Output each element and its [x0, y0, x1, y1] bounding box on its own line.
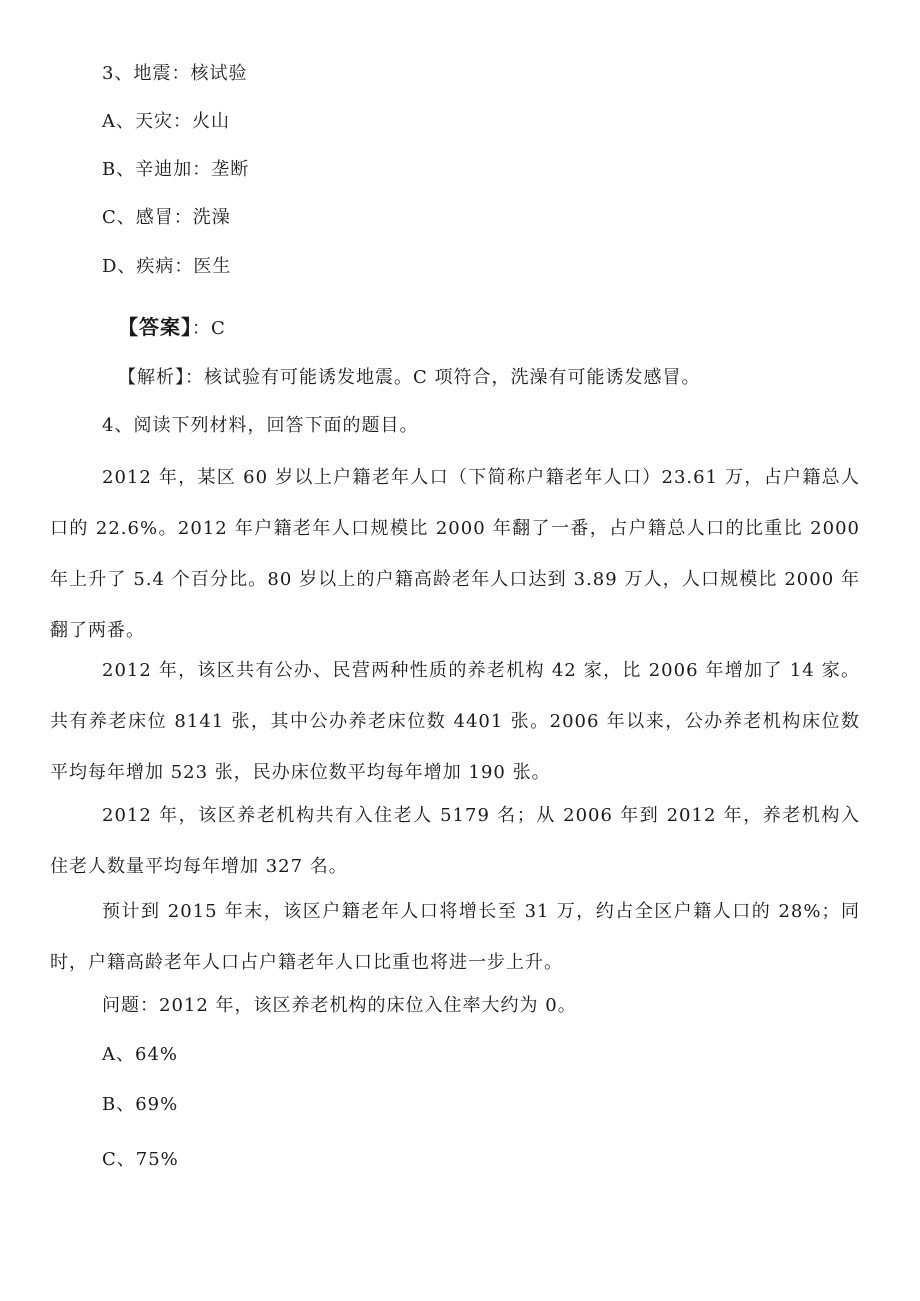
material-paragraph-4: 预计到 2015 年末，该区户籍老年人口将增长至 31 万，约占全区户籍人口的 28%；同时，户籍高龄老年人口占户籍老年人口比重也将进一步上升。	[50, 901, 860, 973]
analysis-text: ：核试验有可能诱发地震。C 项符合，洗澡有可能诱发感冒。	[185, 367, 701, 388]
question-4-question: 问题：2012 年，该区养老机构的床位入住率大约为 0。	[102, 995, 577, 1016]
question-3-option-b: B、辛迪加：垄断	[102, 159, 250, 180]
question-4-option-a: A、64%	[102, 1044, 179, 1065]
answer-separator: ：	[192, 318, 211, 339]
answer-label: 【答案】	[118, 315, 192, 339]
question-4-option-b: B、69%	[102, 1094, 179, 1115]
question-3-option-c: C、感冒：洗澡	[102, 207, 231, 228]
answer-value: C	[211, 318, 226, 339]
question-3-analysis	[118, 366, 701, 390]
question-3-option-a: A、天灾：火山	[102, 111, 230, 132]
material-paragraph-2: 2012 年，该区共有公办、民营两种性质的养老机构 42 家，比 2006 年增加了 14 家。共有养老床位 8141 张，其中公办养老床位数 4401 张。2006 年以来，公办养老机构床位数平均每年增加 523 张，民办床位数平均每年增加 190 张。	[50, 660, 860, 783]
analysis-label: 【解析】	[118, 367, 185, 388]
question-3-stem: 3、地震：核试验	[102, 63, 248, 84]
question-3-answer	[118, 315, 226, 341]
question-3-option-d: D、疾病：医生	[102, 256, 232, 277]
question-4-stem: 4、阅读下列材料，回答下面的题目。	[102, 415, 419, 436]
material-paragraph-3: 2012 年，该区养老机构共有入住老人 5179 名；从 2006 年到 2012 年，养老机构入住老人数量平均每年增加 327 名。	[50, 805, 860, 877]
question-4-option-c: C、75%	[102, 1149, 179, 1170]
material-paragraph-1: 2012 年，某区 60 岁以上户籍老年人口（下简称户籍老年人口）23.61 万，占户籍总人口的 22.6%。2012 年户籍老年人口规模比 2000 年翻了一番，占户籍总人口的比重比 2000 年上升了 5.4 个百分比。80 岁以上的户籍高龄老年人口达到 3.89 万人，人口规模比 2000 年翻了两番。	[50, 467, 860, 641]
